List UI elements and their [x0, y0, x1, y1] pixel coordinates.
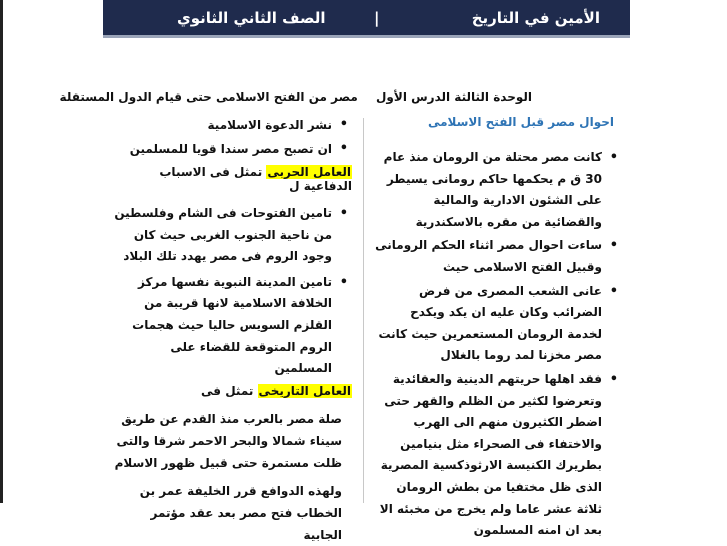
historical-factor-label: العامل التاريخى: [258, 383, 351, 398]
conditions-list: [372, 147, 622, 542]
goals-list: [112, 115, 352, 159]
unit-line: [60, 90, 532, 104]
header-separator: |: [374, 9, 380, 27]
section-title: احوال مصر قبل الفتح الاسلامى: [427, 115, 614, 129]
paragraph: ولهذه الدوافع قرر الخليفة عمر بن الخطاب فتح مصر بعد عقد مؤتمر الجابية: [139, 483, 342, 542]
historical-factor-heading: [112, 384, 352, 398]
unit-label: الوحدة الثالثة الدرس الأول: [376, 90, 532, 104]
left-column: [112, 115, 352, 546]
list-item: • فقد اهلها حريتهم الدينية والعقائدية وتعرضوا لكثير من الظلم والقهر حتى اضطر الكثيرون منهم الى الهرب والاختفاء فى الصحراء مثل بنيامين بطريرك الكنيسة الارثوذكسية المصرية الذى ظل مختفيا من بطش الرومان ثلاثة عشر عاما ولم يخرج من مخبئه الا بعد ان امنه المسلمون: [372, 369, 622, 542]
header-grade: الصف الثاني الثانوي: [177, 9, 326, 27]
header-bar: [103, 0, 630, 38]
historical-factor-text: تمثل فى: [201, 383, 258, 398]
military-factor-label: العامل الحربى: [267, 165, 351, 179]
header-title: الأمين في التاريخ: [471, 9, 600, 27]
page-left-edge: [0, 0, 3, 503]
list-item: • عانى الشعب المصرى من فرض الضرائب وكان عليه ان يكد ويكدح لخدمة الرومان المستعمرين حيث كانت مصر مخزنا لمد روما بالغلال: [372, 281, 622, 367]
military-factor-text: تمثل فى الاسباب الدفاعية ل: [159, 165, 352, 193]
list-item: • نشر الدعوة الاسلامية: [112, 115, 352, 135]
list-item: • ساءت احوال مصر اثناء الحكم الرومانى وقبيل الفتح الاسلامى حيث: [372, 235, 622, 278]
military-factor-heading: [112, 165, 352, 193]
list-item: • تامين الفتوحات فى الشام وفلسطين من ناحية الجنوب الغربى حيث كان وجود الروم فى مصر يهدد تلك البلاد: [112, 203, 352, 268]
right-column: [372, 115, 622, 544]
paragraph: صلة مصر بالعرب منذ القدم عن طريق سيناء شمالا والبحر الاحمر شرقا والتى ظلت مستمرة حتى قبيل ظهور الاسلام: [114, 411, 342, 470]
column-divider: [363, 118, 364, 503]
unit-topic: مصر من الفتح الاسلامى حتى قيام الدول المستقلة: [59, 90, 358, 104]
list-item: • ان تصبح مصر سندا قويا للمسلمين: [112, 139, 352, 159]
list-item: • كانت مصر محتلة من الرومان منذ عام 30 ق م يحكمها حاكم رومانى يسيطر على الشئون الادارية والمالية والقضائية من مقره بالاسكندرية: [372, 147, 622, 233]
military-list: [112, 203, 352, 380]
list-item: • تامين المدينة النبوية نفسها مركز الخلافة الاسلامية لانها قريبة من القلزم السويس حاليا حيث هجمات الروم المتوقعة للقضاء على المسلمين: [112, 272, 352, 380]
